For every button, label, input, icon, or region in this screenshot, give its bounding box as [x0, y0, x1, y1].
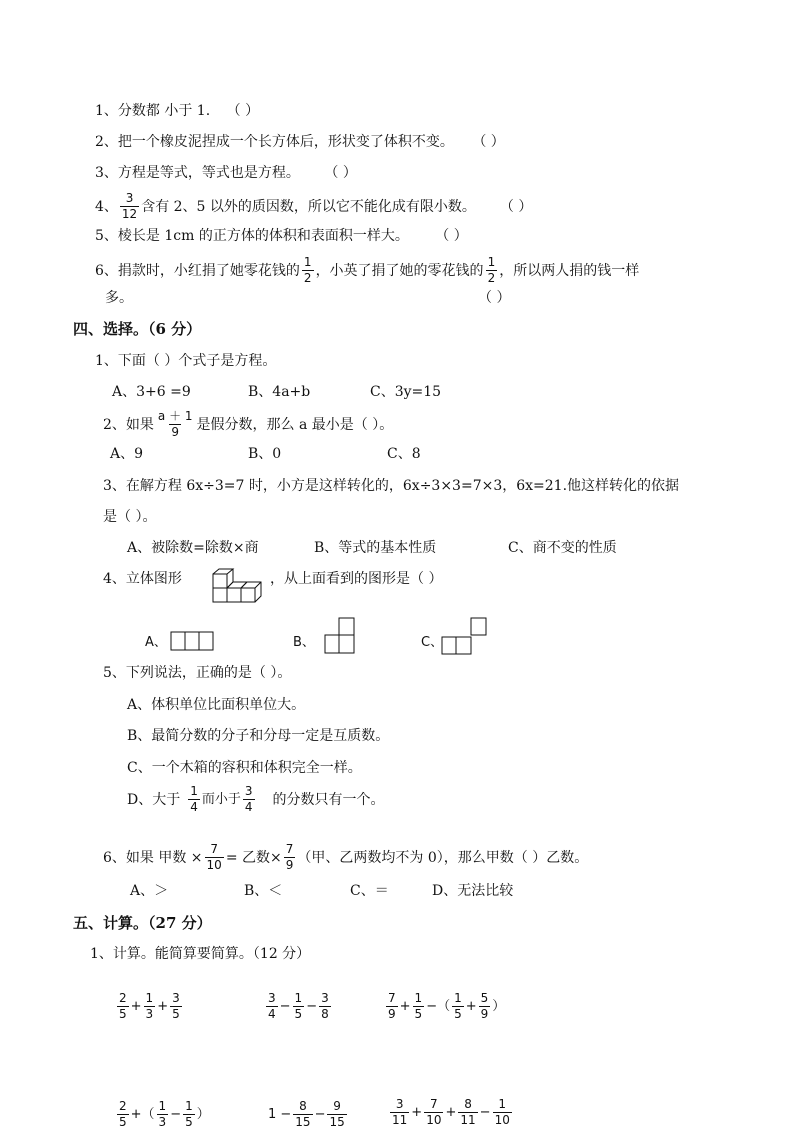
fraction: [205, 843, 224, 873]
option-b: B、等式的基本性质: [314, 540, 437, 556]
fraction: [319, 992, 331, 1022]
judge-text: 含有 2、5 以外的质因数，所以它不能化成有限小数。: [141, 198, 476, 215]
fraction: [243, 785, 255, 815]
option-a: A、: [145, 635, 167, 650]
option-text: 而小于: [201, 792, 241, 808]
view-a-figure: [170, 631, 216, 653]
expression-part: −: [170, 1107, 182, 1123]
fraction: [266, 992, 278, 1022]
calc-subtitle: 1、计算。能简算要简算。（12 分）: [90, 946, 311, 962]
expression-part: 15: [329, 1114, 345, 1129]
expression-part: 5: [454, 1006, 462, 1021]
judge-item-5: [95, 229, 468, 243]
expression-part: 11: [460, 1112, 476, 1127]
expression-part: 5: [294, 1006, 303, 1021]
option-a: A、9: [110, 446, 144, 462]
fraction: [293, 1100, 312, 1130]
section-title-choice: 四、选择。（6 分）: [73, 320, 202, 338]
judge-text: ，小英了捐了她的零花钱的: [315, 262, 484, 279]
judge-text: 6、捐款时，小红捐了她零花钱的: [95, 262, 300, 279]
option-b: B、最简分数的分子和分母一定是互质数。: [127, 728, 390, 744]
option-c: C、商不变的性质: [508, 540, 617, 556]
expression-part: 1: [498, 1097, 507, 1111]
numerator: a ＋ 1: [157, 409, 193, 423]
fraction: [120, 192, 139, 222]
fraction: [452, 992, 464, 1022]
numerator: 1: [190, 784, 198, 798]
fraction: [327, 1100, 346, 1130]
answer-paren: （ ）: [478, 290, 511, 306]
expression-part: +（: [130, 1107, 155, 1123]
question-1: 1、下面（ ）个式子是方程。: [95, 353, 277, 369]
fraction: [479, 992, 491, 1022]
denominator: 4: [244, 799, 253, 814]
fraction: [157, 1100, 169, 1130]
option-b: B、＜: [244, 883, 283, 899]
expression-part: 11: [392, 1112, 408, 1127]
fraction: [424, 1098, 443, 1128]
numerator: 7: [285, 842, 294, 856]
option-a: A、＞: [130, 883, 169, 899]
option-c: C、一个木箱的容积和体积完全一样。: [127, 760, 362, 776]
expression-part: 9: [388, 1006, 396, 1021]
expression-part: 5: [119, 1114, 127, 1129]
expression-part: 15: [295, 1114, 311, 1129]
fraction: [117, 1100, 129, 1130]
denominator: 2: [303, 270, 312, 285]
fraction: [293, 992, 305, 1022]
answer-paren: （ ）: [226, 103, 260, 119]
numerator: 7: [210, 842, 218, 856]
option-c: C、: [421, 635, 444, 650]
fraction: [493, 1098, 512, 1128]
expression-part: 3: [158, 1114, 167, 1129]
question-text: （甲、乙两数均不为 0），那么甲数（ ）乙数。: [297, 849, 589, 866]
numerator: 1: [487, 255, 496, 269]
expression-part: 1: [294, 991, 303, 1005]
fraction: [117, 992, 129, 1022]
denominator: 4: [190, 799, 198, 814]
denominator: 12: [121, 206, 138, 221]
answer-paren: （ ）: [472, 134, 505, 150]
question-text: 是假分数，那么 a 最小是（ ）。: [196, 416, 394, 433]
expression-part: 2: [119, 991, 127, 1005]
option-c: C、3y=15: [370, 384, 442, 400]
fraction: [144, 992, 156, 1022]
expression-part: +: [399, 999, 411, 1015]
expression-part: 8: [321, 1006, 329, 1021]
expression-part: 4: [268, 1006, 276, 1021]
judge-item-4: [95, 192, 532, 222]
numerator: 3: [125, 191, 134, 205]
expression-part: +: [411, 1105, 423, 1121]
expression-part: 9: [333, 1099, 341, 1113]
option-a: A、被除数=除数×商: [127, 540, 259, 556]
expression-part: 1: [185, 1099, 193, 1113]
expression-part: 1: [454, 991, 462, 1005]
expression-part: 1: [145, 991, 154, 1005]
option-text: 的分数只有一个。: [272, 791, 385, 808]
denominator: 9: [285, 857, 294, 872]
expression-part: +: [130, 999, 142, 1015]
calc-expression-1: [115, 992, 184, 1022]
judge-text: 多。: [105, 290, 133, 306]
question-2: [103, 410, 393, 440]
expression-part: −: [479, 1105, 491, 1121]
expression-part: 3: [172, 991, 180, 1005]
expression-part: −: [279, 999, 291, 1015]
option-c: C、＝: [350, 883, 389, 899]
calc-expression-6: [388, 1098, 514, 1128]
numerator: 1: [303, 255, 312, 269]
calc-expression-5: [268, 1100, 349, 1130]
expression-part: 5: [414, 1006, 423, 1021]
answer-paren: （ ）: [499, 198, 533, 215]
question-text: = 乙数×: [225, 849, 282, 866]
expression-part: 3: [145, 1006, 154, 1021]
expression-part: 10: [494, 1112, 510, 1127]
fraction: [413, 992, 425, 1022]
question-3-line1: 3、在解方程 6x÷3=7 时，小方是这样转化的，6x÷3×3=7×3，6x=21.他这样转化的依据: [103, 478, 680, 494]
answer-paren: （ ）: [435, 228, 468, 244]
option-b: B、4a+b: [248, 384, 311, 400]
judge-text: ，所以两人捐的钱一样: [499, 262, 640, 279]
expression-part: 10: [426, 1112, 442, 1127]
option-d: [127, 785, 385, 815]
fraction: [188, 785, 200, 815]
option-b: B、0: [248, 446, 282, 462]
expression-part: 5: [185, 1114, 193, 1129]
expression-part: 7: [388, 991, 396, 1005]
expression-part: 5: [480, 991, 489, 1005]
calc-expression-3: [384, 992, 505, 1022]
option-d: D、无法比较: [432, 883, 514, 899]
judge-text: 4、: [95, 198, 118, 215]
option-text: D、大于: [127, 791, 181, 808]
judge-text: 3、方程是等式，等式也是方程。: [95, 165, 300, 181]
option-c: C、8: [387, 446, 421, 462]
section-title-calc: 五、计算。（27 分）: [73, 914, 212, 932]
expression-part: 7: [430, 1097, 438, 1111]
denominator: 10: [206, 857, 222, 872]
question-text: 6、如果 甲数 ×: [103, 849, 203, 866]
judge-item-1: [95, 104, 259, 118]
option-a: A、3+6 =9: [112, 384, 191, 400]
fraction: [486, 256, 498, 286]
question-5: 5、下列说法，正确的是（ ）。: [103, 665, 292, 681]
fraction: [386, 992, 398, 1022]
expression-part: −: [306, 999, 318, 1015]
fraction: [156, 410, 195, 440]
option-a: A、体积单位比面积单位大。: [127, 697, 306, 713]
question-text: 2、如果: [103, 416, 154, 433]
view-b-figure: [324, 617, 358, 655]
answer-paren: （ ）: [324, 165, 357, 181]
expression-part: 2: [119, 1099, 127, 1113]
fraction: [170, 992, 182, 1022]
judge-text: 5、棱长是 1cm 的正方体的体积和表面积一样大。: [95, 228, 409, 244]
expression-part: 9: [480, 1006, 489, 1021]
expression-part: ）: [492, 999, 506, 1015]
option-b: B、: [293, 635, 315, 650]
expression-part: 1 −: [268, 1107, 292, 1123]
judge-item-2: [95, 135, 505, 149]
fraction: [183, 1100, 195, 1130]
expression-part: −（: [426, 999, 451, 1015]
denominator: 2: [487, 270, 496, 285]
solid-figure: [212, 568, 264, 606]
expression-part: 3: [321, 991, 329, 1005]
fraction: [458, 1098, 477, 1128]
judge-text: 2、把一个橡皮泥捏成一个长方体后，形状变了体积不变。: [95, 134, 454, 150]
fraction: [390, 1098, 409, 1128]
expression-part: ）: [196, 1107, 210, 1123]
question-3-line2: 是（ ）。: [103, 509, 157, 525]
expression-part: 5: [172, 1006, 180, 1021]
numerator: 3: [244, 784, 253, 798]
expression-part: 5: [119, 1006, 127, 1021]
judge-text: 1、分数都 小于 1.: [95, 103, 211, 119]
expression-part: +: [445, 1105, 457, 1121]
calc-expression-4: [115, 1100, 210, 1130]
question-6: [103, 843, 588, 873]
judge-item-6-line2: [105, 291, 133, 305]
expression-part: 3: [395, 1097, 404, 1111]
calc-expression-2: [264, 992, 333, 1022]
question-4-post: ，从上面看到的图形是（ ）: [270, 571, 443, 587]
expression-part: 1: [414, 991, 423, 1005]
expression-part: +: [465, 999, 477, 1015]
expression-part: −: [314, 1107, 326, 1123]
expression-part: +: [157, 999, 169, 1015]
judge-item-3: [95, 166, 357, 180]
view-c-figure: [441, 617, 489, 657]
expression-part: 1: [158, 1099, 167, 1113]
fraction: [284, 843, 296, 873]
expression-part: 8: [464, 1097, 472, 1111]
judge-item-6: [95, 256, 639, 286]
fraction: [302, 256, 314, 286]
denominator: 9: [171, 424, 180, 439]
expression-part: 8: [299, 1099, 307, 1113]
question-4-pre: 4、立体图形: [103, 571, 182, 587]
expression-part: 3: [268, 991, 276, 1005]
